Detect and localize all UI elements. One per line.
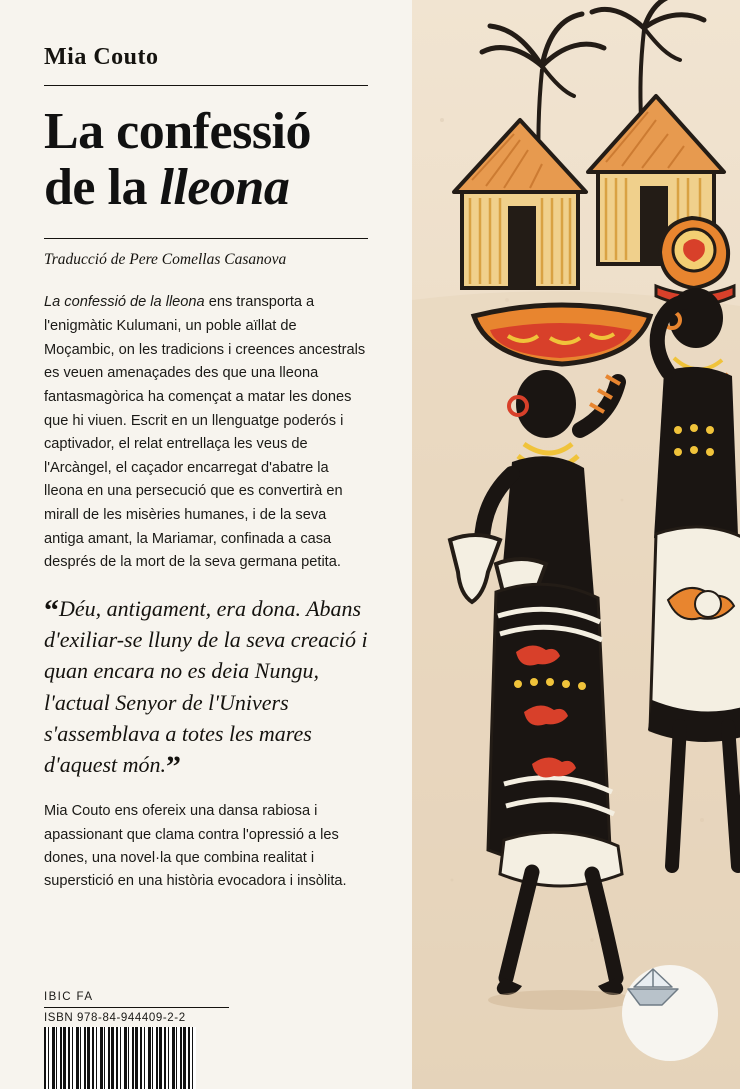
paper-boat-icon xyxy=(622,965,684,1011)
closing-paragraph: Mia Couto ens ofereix una dansa rabiosa i apassionant que clama contra l'opressió a les dones, una novel·la que combina realitat i superstició en una història evocadora i insòlita. xyxy=(44,803,347,890)
book-title xyxy=(44,104,368,216)
blurb-body: ens transporta a l'enigmàtic Kulumani, un poble aïllat de Moçambic, on les tradicions i creences ancestrals es veuen amenaçades des que una lleona fantasmagòrica ha començat a matar les dones que hi viuen. Escrit en un llenguatge poderós i captivador, el relat entrellaça les veus de l'Arcàngel, el caçador encarregat d'abatre la lleona en una persecució que es convertirà en mirall de les misèries humanes, i de la seva antiga amant, la Mariamar, confinada a casa després de la mort de la seva germana petita. xyxy=(44,294,366,571)
quote-open-mark: “ xyxy=(44,594,59,627)
translator-credit: Traducció de Pere Comellas Casanova xyxy=(44,251,287,269)
barcode xyxy=(44,1027,196,1089)
footer-block xyxy=(44,991,374,1089)
author-name: Mia Couto xyxy=(44,44,159,70)
title-line-1: La confessió xyxy=(44,103,311,160)
isbn-divider xyxy=(44,1007,229,1008)
publisher-logo xyxy=(622,965,718,1061)
ibic-code: IBIC FA xyxy=(44,991,94,1003)
blurb-paragraph xyxy=(44,291,368,575)
cover-illustration xyxy=(412,0,740,1089)
divider-mid xyxy=(44,238,368,239)
illustration-svg xyxy=(412,0,740,1089)
quote-text: Déu, antigament, era dona. Abans d'exiliar-se lluny de la seva creació i quan encara no es deia Nungu, l'actual Senyor de l'Univers s'assemblava a totes les mares d'aquest món. xyxy=(44,596,368,778)
divider-top xyxy=(44,85,368,86)
pull-quote xyxy=(44,593,368,784)
title-line-2-plain: de la xyxy=(44,159,160,217)
isbn-code: ISBN 978-84-944409-2-2 xyxy=(44,1012,186,1024)
quote-close-mark: ” xyxy=(166,750,182,784)
blurb-title-mention: La confessió de la lleona xyxy=(44,294,205,311)
title-line-2-emphasis: lleona xyxy=(159,159,290,217)
